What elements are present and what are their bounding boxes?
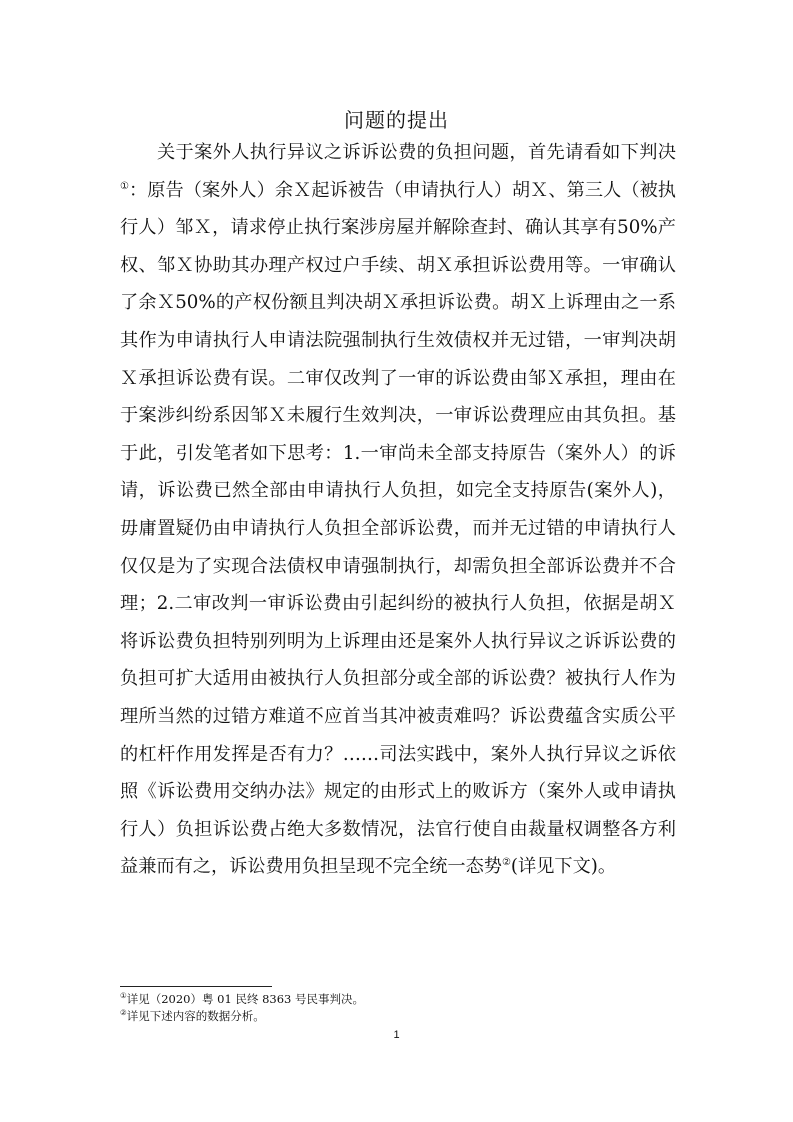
page-number: 1 [393, 1029, 400, 1041]
body-paragraph [120, 134, 676, 886]
footnotes [120, 991, 676, 1025]
footnote-text-1: 详见（2020）粤 01 民终 8363 号民事判决。 [126, 992, 365, 1006]
footnote-text-2: 详见下述内容的数据分析。 [126, 1009, 265, 1023]
footnote-separator [120, 986, 272, 987]
footnote-mark-1: ① [120, 991, 127, 1001]
footnote-mark-2: ② [120, 1008, 127, 1018]
footnote-1 [120, 991, 676, 1008]
paragraph-text-part-2: ：原告（案外人）余Ｘ起诉被告（申请执行人）胡Ｘ、第三人（被执行人）邹Ｘ，请求停止执行案涉房屋并解除查封、确认其享有50%产权、邹Ｘ协助其办理产权过户手续、胡Ｘ承担诉讼费用等。一审确认了余Ｘ50%的产权份额且判决胡Ｘ承担诉讼费。胡Ｘ上诉理由之一系其作为申请执行人申请法院强制执行生效债权并无过错，一审判决胡Ｘ承担诉讼费有误。二审仅改判了一审的诉讼费由邹Ｘ承担，理由在于案涉纠纷系因邹Ｘ未履行生效判决，一审诉讼费理应由其负担。基于此，引发笔者如下思考：1.一审尚未全部支持原告（案外人）的诉请，诉讼费已然全部由申请执行人负担，如完全支持原告(案外人)，毋庸置疑仍由申请执行人负担全部诉讼费，而并无过错的申请执行人仅仅是为了实现合法债权申请强制执行，却需负担全部诉讼费并不合理；2.二审改判一审诉讼费由引起纠纷的被执行人负担，依据是胡Ｘ将诉讼费负担特别列明为上诉理由还是案外人执行异议之诉诉讼费的负担可扩大适用由被执行人负担部分或全部的诉讼费？被执行人作为理所当然的过错方难道不应首当其冲被责难吗？诉讼费蕴含实质公平的杠杆作用发挥是否有力？……司法实践中，案外人执行异议之诉依照《诉讼费用交纳办法》规定的由形式上的败诉方（案外人或申请执行人）负担诉讼费占绝大多数情况，法官行使自由裁量权调整各方利益兼而有之，诉讼费用负担呈现不完全统一态势 [120, 179, 676, 878]
section-heading: 问题的提出 [344, 108, 449, 132]
footnote-reference-1[interactable]: ① [120, 180, 130, 192]
paragraph-text-part-3: (详见下文)。 [510, 856, 617, 878]
paragraph-text-part-1: 关于案外人执行异议之诉诉讼费的负担问题，首先请看如下判决 [157, 142, 676, 163]
footnote-reference-2[interactable]: ② [501, 857, 511, 869]
footnote-2 [120, 1008, 676, 1025]
